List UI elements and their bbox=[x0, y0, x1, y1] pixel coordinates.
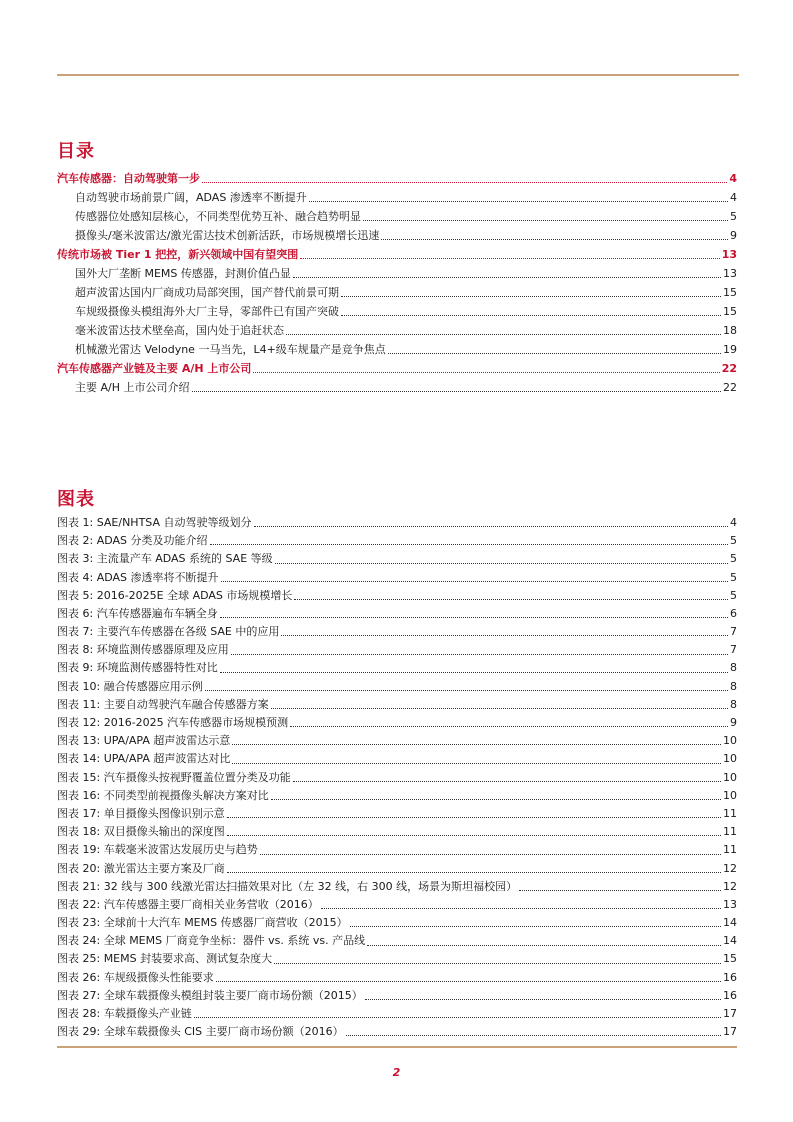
toc-entry[interactable] bbox=[57, 378, 737, 397]
page-number: 2 bbox=[392, 1066, 401, 1079]
leader-dots bbox=[216, 980, 721, 982]
leader-dots bbox=[232, 743, 721, 745]
leader-dots bbox=[220, 616, 728, 618]
figure-entry-title: 图表 11: 主要自动驾驶汽车融合传感器方案 bbox=[57, 697, 269, 711]
leader-dots bbox=[227, 816, 721, 818]
toc-entry-page: 15 bbox=[723, 286, 737, 299]
figure-entry[interactable] bbox=[57, 969, 737, 987]
toc-entry-title: 汽车传感器产业链及主要 A/H 上市公司 bbox=[57, 362, 252, 375]
leader-dots bbox=[341, 314, 721, 316]
figure-entry-title: 图表 18: 双目摄像头输出的深度图 bbox=[57, 825, 225, 839]
figure-entry-title: 图表 6: 汽车传感器遍布车辆全身 bbox=[57, 606, 218, 620]
leader-dots bbox=[281, 634, 728, 636]
figure-entry[interactable] bbox=[57, 532, 737, 550]
figure-entry[interactable] bbox=[57, 641, 737, 659]
toc-entry[interactable] bbox=[57, 264, 737, 283]
toc-entry-page: 5 bbox=[730, 210, 737, 223]
toc-entry-page: 18 bbox=[723, 324, 737, 337]
leader-dots bbox=[519, 889, 721, 891]
figure-entry-page: 12 bbox=[723, 879, 737, 893]
figure-entry[interactable] bbox=[57, 932, 737, 950]
figure-entry[interactable] bbox=[57, 914, 737, 932]
toc-entry[interactable] bbox=[57, 321, 737, 340]
figure-entry[interactable] bbox=[57, 660, 737, 678]
toc-entry[interactable] bbox=[57, 188, 737, 207]
figure-entry[interactable] bbox=[57, 860, 737, 878]
toc-entry[interactable] bbox=[57, 169, 737, 188]
leader-dots bbox=[363, 219, 728, 221]
figure-entry-page: 5 bbox=[730, 588, 737, 602]
figure-entry-title: 图表 29: 全球车载摄像头 CIS 主要厂商市场份额（2016） bbox=[57, 1025, 344, 1039]
figure-entry-title: 图表 19: 车载毫米波雷达发展历史与趋势 bbox=[57, 843, 258, 857]
figure-entry[interactable] bbox=[57, 550, 737, 568]
figure-entry[interactable] bbox=[57, 714, 737, 732]
figure-entry-title: 图表 27: 全球车载摄像头模组封装主要厂商市场份额（2015） bbox=[57, 988, 363, 1002]
toc-entry-title: 车规级摄像头模组海外大厂主导，零部件已有国产突破 bbox=[75, 305, 339, 318]
figure-entry-title: 图表 3: 主流量产车 ADAS 系统的 SAE 等级 bbox=[57, 552, 273, 566]
figure-entry-title: 图表 21: 32 线与 300 线激光雷达扫描效果对比（左 32 线，右 300 线，场景为斯坦福校园） bbox=[57, 879, 518, 893]
leader-dots bbox=[286, 333, 721, 335]
toc-entry[interactable] bbox=[57, 283, 737, 302]
toc-entry-title: 自动驾驶市场前景广阔，ADAS 渗透率不断提升 bbox=[75, 191, 307, 204]
figure-entry[interactable] bbox=[57, 587, 737, 605]
figure-entry-title: 图表 7: 主要汽车传感器在各级 SAE 中的应用 bbox=[57, 625, 280, 639]
toc-entry[interactable] bbox=[57, 245, 737, 264]
leader-dots bbox=[227, 871, 721, 873]
leader-dots bbox=[271, 798, 721, 800]
leader-dots bbox=[253, 371, 719, 373]
figure-entry-page: 7 bbox=[730, 643, 737, 657]
toc-entry-title: 超声波雷达国内厂商成功局部突围，国产替代前景可期 bbox=[75, 286, 339, 299]
figure-entry-title: 图表 17: 单目摄像头图像识别示意 bbox=[57, 806, 225, 820]
leader-dots bbox=[321, 907, 721, 909]
figure-entry-page: 8 bbox=[730, 679, 737, 693]
header-rule bbox=[57, 74, 739, 76]
figure-entry-page: 6 bbox=[730, 606, 737, 620]
leader-dots bbox=[231, 653, 728, 655]
toc-entry[interactable] bbox=[57, 340, 737, 359]
figure-entry-title: 图表 23: 全球前十大汽车 MEMS 传感器厂商营收（2015） bbox=[57, 916, 348, 930]
leader-dots bbox=[192, 390, 722, 392]
toc-entry-title: 毫米波雷达技术壁垒高，国内处于追赶状态 bbox=[75, 324, 284, 337]
figure-entry-title: 图表 15: 汽车摄像头按视野覆盖位置分类及功能 bbox=[57, 770, 291, 784]
leader-dots bbox=[271, 707, 728, 709]
toc-list bbox=[57, 169, 737, 397]
footer-rule bbox=[57, 1046, 737, 1048]
figure-entry-page: 14 bbox=[723, 916, 737, 930]
figure-entry-page: 13 bbox=[723, 897, 737, 911]
leader-dots bbox=[341, 295, 721, 297]
figure-entry-title: 图表 28: 车载摄像头产业链 bbox=[57, 1007, 192, 1021]
toc-entry[interactable] bbox=[57, 359, 737, 378]
figure-entry-page: 16 bbox=[723, 988, 737, 1002]
leader-dots bbox=[293, 780, 721, 782]
toc-heading: 目录 bbox=[57, 141, 95, 162]
figure-entry-page: 5 bbox=[730, 552, 737, 566]
figure-entry-page: 10 bbox=[723, 788, 737, 802]
leader-dots bbox=[274, 962, 721, 964]
figure-entry-page: 8 bbox=[730, 697, 737, 711]
figure-entry[interactable] bbox=[57, 514, 737, 532]
leader-dots bbox=[205, 689, 728, 691]
leader-dots bbox=[260, 853, 721, 855]
figure-entry[interactable] bbox=[57, 769, 737, 787]
figure-entry-title: 图表 25: MEMS 封装要求高、测试复杂度大 bbox=[57, 952, 273, 966]
leader-dots bbox=[346, 1034, 721, 1036]
figure-entry-page: 10 bbox=[723, 770, 737, 784]
figure-entry-title: 图表 4: ADAS 渗透率将不断提升 bbox=[57, 570, 219, 584]
figure-entry-title: 图表 1: SAE/NHTSA 自动驾驶等级划分 bbox=[57, 515, 252, 529]
leader-dots bbox=[202, 181, 727, 183]
figure-entry-title: 图表 16: 不同类型前视摄像头解决方案对比 bbox=[57, 788, 269, 802]
figure-entry-title: 图表 20: 激光雷达主要方案及厂商 bbox=[57, 861, 225, 875]
toc-entry-title: 传感器位处感知层核心，不同类型优势互补、融合趋势明显 bbox=[75, 210, 361, 223]
figure-entry[interactable] bbox=[57, 951, 737, 969]
leader-dots bbox=[210, 543, 728, 545]
figure-entry-page: 7 bbox=[730, 625, 737, 639]
leader-dots bbox=[300, 257, 719, 259]
figure-entry-page: 15 bbox=[723, 952, 737, 966]
figure-entry-title: 图表 8: 环境监测传感器原理及应用 bbox=[57, 643, 229, 657]
figure-entry-title: 图表 22: 汽车传感器主要厂商相关业务营收（2016） bbox=[57, 897, 319, 911]
figure-entry-page: 11 bbox=[723, 806, 737, 820]
figure-entry-page: 5 bbox=[730, 534, 737, 548]
toc-entry-page: 22 bbox=[721, 362, 737, 375]
figure-entry[interactable] bbox=[57, 823, 737, 841]
figure-entry[interactable] bbox=[57, 732, 737, 750]
toc-entry-title: 传统市场被 Tier 1 把控，新兴领域中国有望突围 bbox=[57, 248, 299, 261]
toc-entry-title: 机械激光雷达 Velodyne 一马当先，L4+级车规量产是竞争焦点 bbox=[75, 343, 386, 356]
figure-entry-page: 10 bbox=[723, 752, 737, 766]
leader-dots bbox=[381, 238, 728, 240]
figure-entry-page: 11 bbox=[723, 825, 737, 839]
figure-entry[interactable] bbox=[57, 896, 737, 914]
figure-entry-title: 图表 12: 2016-2025 汽车传感器市场规模预测 bbox=[57, 716, 289, 730]
leader-dots bbox=[309, 200, 728, 202]
figure-entry-title: 图表 9: 环境监测传感器特性对比 bbox=[57, 661, 218, 675]
figure-entry-page: 17 bbox=[723, 1025, 737, 1039]
figure-entry[interactable] bbox=[57, 605, 737, 623]
figure-entry[interactable] bbox=[57, 805, 737, 823]
figure-entry[interactable] bbox=[57, 1005, 737, 1023]
figure-entry-title: 图表 13: UPA/APA 超声波雷达示意 bbox=[57, 734, 231, 748]
toc-entry-page: 4 bbox=[729, 172, 737, 185]
toc-entry-page: 4 bbox=[730, 191, 737, 204]
figures-list bbox=[57, 514, 737, 1041]
leader-dots bbox=[275, 562, 728, 564]
leader-dots bbox=[194, 1016, 721, 1018]
toc-entry-page: 13 bbox=[721, 248, 737, 261]
toc-entry-page: 22 bbox=[723, 381, 737, 394]
figure-entry-page: 12 bbox=[723, 861, 737, 875]
leader-dots bbox=[221, 580, 728, 582]
leader-dots bbox=[388, 352, 721, 354]
figure-entry-title: 图表 24: 全球 MEMS 厂商竞争坐标：器件 vs. 系统 vs. 产品线 bbox=[57, 934, 366, 948]
leader-dots bbox=[290, 725, 728, 727]
figure-entry-title: 图表 5: 2016-2025E 全球 ADAS 市场规模增长 bbox=[57, 588, 293, 602]
figure-entry[interactable] bbox=[57, 878, 737, 896]
figure-entry[interactable] bbox=[57, 569, 737, 587]
figure-entry[interactable] bbox=[57, 787, 737, 805]
figure-entry-page: 14 bbox=[723, 934, 737, 948]
toc-entry-title: 汽车传感器：自动驾驶第一步 bbox=[57, 172, 200, 185]
figure-entry-page: 16 bbox=[723, 970, 737, 984]
figure-entry-title: 图表 14: UPA/APA 超声波雷达对比 bbox=[57, 752, 231, 766]
figure-entry-page: 17 bbox=[723, 1007, 737, 1021]
figure-entry-title: 图表 2: ADAS 分类及功能介绍 bbox=[57, 534, 208, 548]
figure-entry[interactable] bbox=[57, 750, 737, 768]
figure-entry-page: 5 bbox=[730, 570, 737, 584]
figure-entry[interactable] bbox=[57, 678, 737, 696]
leader-dots bbox=[365, 998, 721, 1000]
figure-entry-page: 4 bbox=[730, 515, 737, 529]
leader-dots bbox=[254, 525, 729, 527]
figure-entry-page: 11 bbox=[723, 843, 737, 857]
toc-entry-title: 主要 A/H 上市公司介绍 bbox=[75, 381, 190, 394]
leader-dots bbox=[350, 925, 721, 927]
toc-entry[interactable] bbox=[57, 302, 737, 321]
figure-entry[interactable] bbox=[57, 1023, 737, 1041]
figure-entry[interactable] bbox=[57, 987, 737, 1005]
figure-entry-page: 10 bbox=[723, 734, 737, 748]
toc-entry-title: 国外大厂垄断 MEMS 传感器，封测价值凸显 bbox=[75, 267, 291, 280]
figure-entry-page: 8 bbox=[730, 661, 737, 675]
leader-dots bbox=[293, 276, 721, 278]
leader-dots bbox=[294, 598, 728, 600]
figure-entry[interactable] bbox=[57, 696, 737, 714]
toc-entry-page: 13 bbox=[723, 267, 737, 280]
figure-entry[interactable] bbox=[57, 841, 737, 859]
toc-entry-page: 9 bbox=[730, 229, 737, 242]
figure-entry-page: 9 bbox=[730, 716, 737, 730]
figure-entry-title: 图表 10: 融合传感器应用示例 bbox=[57, 679, 203, 693]
leader-dots bbox=[227, 834, 721, 836]
toc-entry[interactable] bbox=[57, 207, 737, 226]
toc-entry-title: 摄像头/毫米波雷达/激光雷达技术创新活跃，市场规模增长迅速 bbox=[75, 229, 380, 242]
figure-entry-title: 图表 26: 车规级摄像头性能要求 bbox=[57, 970, 214, 984]
toc-entry-page: 15 bbox=[723, 305, 737, 318]
figures-heading: 图表 bbox=[57, 489, 95, 510]
toc-entry[interactable] bbox=[57, 226, 737, 245]
leader-dots bbox=[220, 671, 728, 673]
figure-entry[interactable] bbox=[57, 623, 737, 641]
leader-dots bbox=[367, 944, 721, 946]
leader-dots bbox=[232, 762, 721, 764]
toc-entry-page: 19 bbox=[723, 343, 737, 356]
